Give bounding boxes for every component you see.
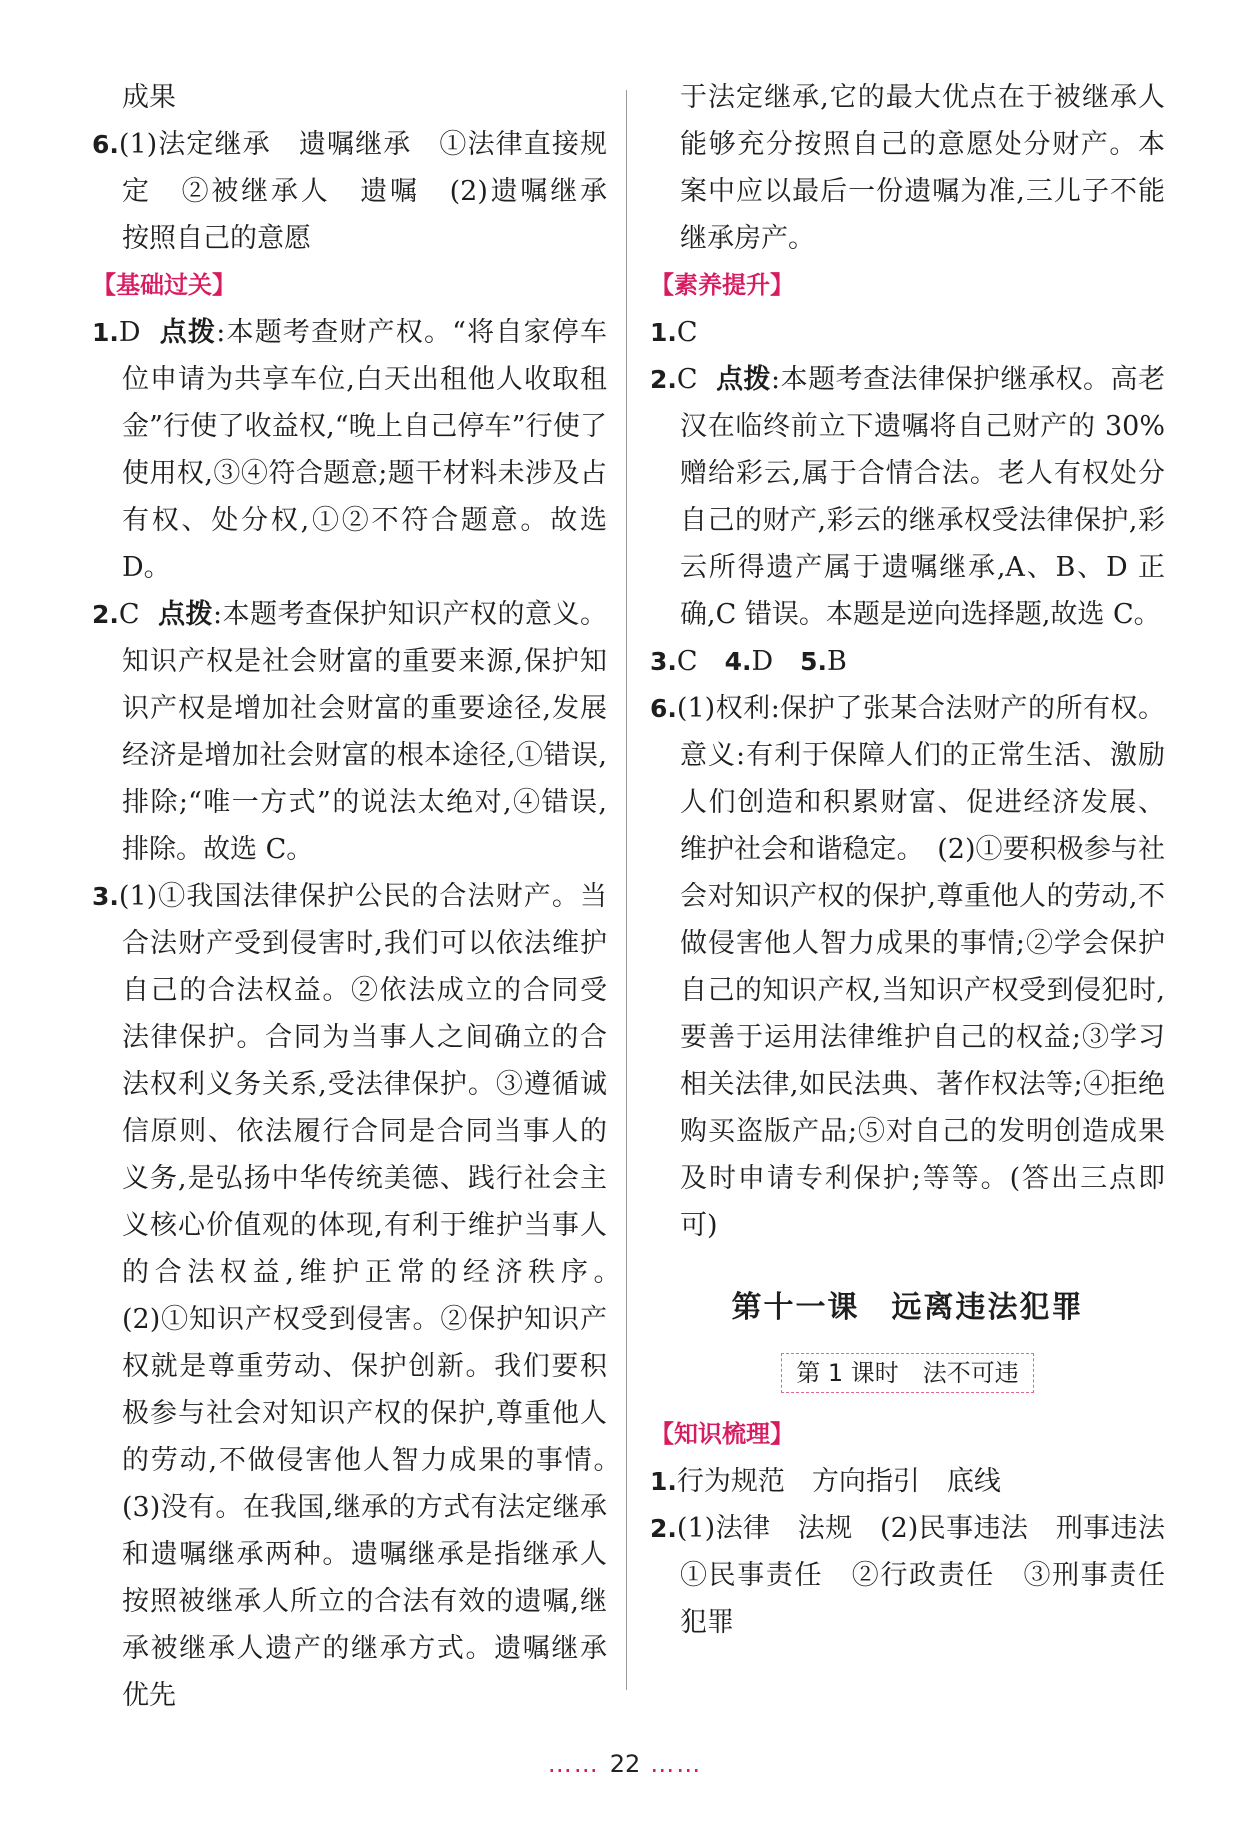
hint-label: 点拨 (715, 364, 772, 395)
item-number: 1. (92, 318, 119, 347)
item-number: 1. (650, 318, 677, 347)
answer-fragment: 成果 (122, 82, 176, 113)
answer-item-6 (650, 685, 1165, 1249)
item-number: 4. (724, 647, 752, 676)
answer-items-3-5 (650, 638, 1165, 685)
answer-text: 行为规范 方向指引 底线 (676, 1466, 1001, 1497)
item-number: 2. (92, 600, 119, 629)
answer-choice: C (676, 317, 698, 348)
section-heading-basic: 【基础过关】 (92, 271, 236, 299)
section-heading-knowledge: 【知识梳理】 (650, 1420, 794, 1448)
lesson-title: 第十一课 远离违法犯罪 (731, 1290, 1084, 1325)
footer-dots-right: …… (650, 1750, 703, 1778)
item-number: 3. (92, 882, 119, 911)
item-number: 2. (650, 1514, 677, 1543)
knowledge-item-1 (650, 1458, 1165, 1505)
answer-item-1 (92, 309, 607, 591)
answer-choice: C (118, 599, 140, 630)
item-number: 1. (650, 1467, 677, 1496)
item-number: 5. (800, 647, 828, 676)
hint-label: 点拨 (158, 317, 217, 348)
answer-choice: B (827, 646, 847, 677)
item-number: 6. (92, 130, 119, 159)
item-number: 6. (650, 694, 677, 723)
lesson-subtitle (650, 1353, 1165, 1393)
answer-continuation: 于法定继承,它的最大优点在于被继承人能够充分按照自己的意愿处分财产。本案中应以最后一份遗嘱为准,三儿子不能继承房产。 (680, 82, 1165, 254)
answer-text: :本题考查财产权。“将自家停车位申请为共享车位,白天出租他人收取租金”行使了收益权,“晚上自己停车”行使了使用权,③④符合题意;题干材料未涉及占有权、处分权,①②不符合题意。故选 D。 (122, 317, 607, 583)
item-number: 2. (650, 365, 677, 394)
item-number: 3. (650, 647, 677, 676)
answer-text: :本题考查法律保护继承权。高老汉在临终前立下遗嘱将自己财产的 30%赠给彩云,属于合情合法。老人有权处分自己的财产,彩云的继承权受法律保护,彩云所得遗产属于遗嘱继承,A、B、D 正确,C 错误。本题是逆向选择题,故选 C。 (680, 364, 1165, 630)
answer-choice: C (676, 364, 698, 395)
subtitle-box: 第 1 课时 法不可违 (781, 1353, 1034, 1393)
right-column (650, 74, 1192, 1646)
left-column (92, 74, 634, 1719)
answer-item-2 (92, 591, 607, 873)
answer-text: (1)法定继承 遗嘱继承 ①法律直接规定 ②被继承人 遗嘱 (2)遗嘱继承 按照自己的意愿 (118, 129, 634, 254)
section-heading-advanced: 【素养提升】 (650, 271, 794, 299)
footer-dots-left: …… (547, 1750, 600, 1778)
answer-choice: D (751, 646, 774, 677)
page-footer (0, 1750, 1250, 1778)
knowledge-item-2 (650, 1505, 1192, 1646)
answer-item-2 (650, 356, 1165, 638)
answer-choice: C (676, 646, 698, 677)
answer-text: (1)法律 法规 (2)民事违法 刑事违法 ①民事责任 ②行政责任 ③刑事责任 犯罪 (676, 1513, 1192, 1638)
answer-item-6 (92, 121, 634, 262)
page-number: 22 (609, 1750, 641, 1778)
answer-choice: D (118, 317, 141, 348)
hint-label: 点拨 (157, 599, 214, 630)
answer-item-3 (92, 873, 634, 1719)
answer-text: (1)权利:保护了张某合法财产的所有权。意义:有利于保障人们的正常生活、激励人们创造和积累财富、促进经济发展、维护社会和谐稳定。 (2)①要积极参与社会对知识产权的保护,尊重他人的劳动,不做侵害他人智力成果的事情;②学会保护自己的知识产权,当知识产权受到侵犯时,要善于运用法律维护自己的权益;③学习相关法律,如民法典、著作权法等;④拒绝购买盗版产品;⑤对自己的发明创造成果及时申请专利保护;等等。(答出三点即可) (676, 693, 1165, 1241)
answer-item-1 (650, 309, 1165, 356)
answer-text: (1)①我国法律保护公民的合法财产。当合法财产受到侵害时,我们可以依法维护自己的合法权益。②依法成立的合同受法律保护。合同为当事人之间确立的合法权利义务关系,受法律保护。③遵循诚信原则、依法履行合同是合同当事人的义务,是弘扬中华传统美德、践行社会主义核心价值观的体现,有利于维护当事人的合法权益,维护正常的经济秩序。 (2)①知识产权受到侵害。②保护知识产权就是尊重劳动、保护创新。我们要积极参与社会对知识产权的保护,尊重他人的劳动,不做侵害他人智力成果的事情。 (3)没有。在我国,继承的方式有法定继承和遗嘱继承两种。遗嘱继承是指继承人按照被继承人所立的合法有效的遗嘱,继承被继承人遗产的继承方式。遗嘱继承优先 (118, 881, 634, 1711)
answer-text: :本题考查保护知识产权的意义。知识产权是社会财富的重要来源,保护知识产权是增加社会财富的重要途径,发展经济是增加社会财富的根本途径,①错误,排除;“唯一方式”的说法太绝对,④错误,排除。故选 C。 (122, 599, 607, 865)
